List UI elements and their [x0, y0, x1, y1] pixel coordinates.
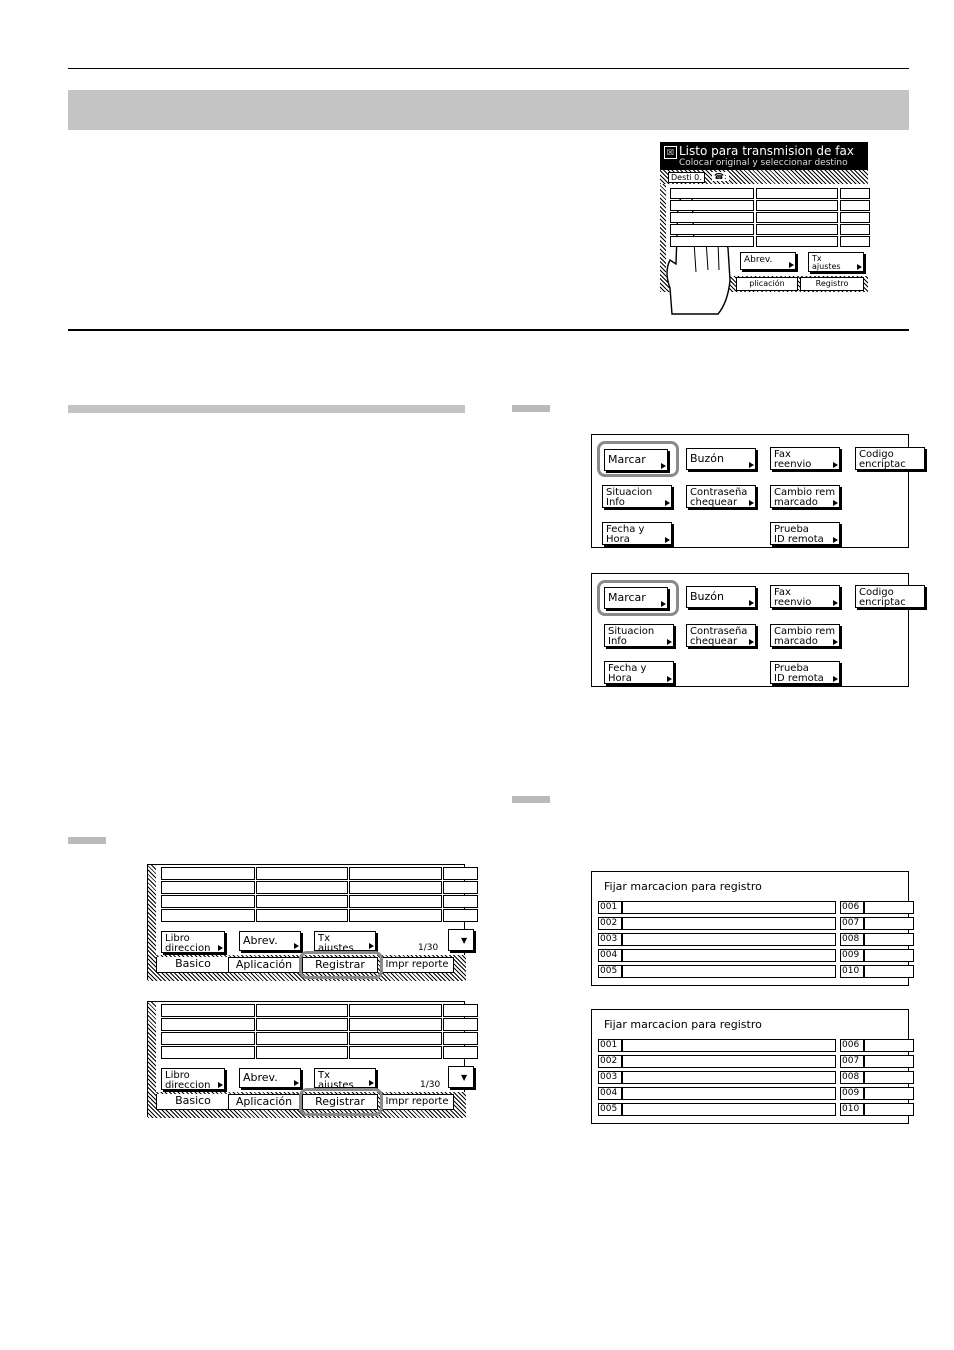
top-rule	[68, 68, 909, 69]
step-marker-right-1	[512, 405, 550, 412]
fax-grid-cell[interactable]	[840, 200, 870, 211]
step-marker-left	[68, 837, 106, 844]
address-grid-cell[interactable]	[349, 1046, 442, 1059]
fax-grid-cell[interactable]	[840, 188, 870, 199]
address-grid-cell[interactable]	[161, 1032, 255, 1045]
register-panel-1	[591, 871, 909, 986]
register-field-left[interactable]	[622, 949, 836, 962]
address-grid-cell[interactable]	[349, 1032, 442, 1045]
address-grid-cell[interactable]	[443, 1004, 478, 1017]
registrar-highlight	[299, 951, 383, 979]
address-grid-cell[interactable]	[349, 867, 442, 880]
tx-ajustes-button[interactable]: Tx ajustes	[314, 931, 376, 951]
register-title: Fijar marcacion para registro	[604, 1018, 762, 1031]
address-grid-cell[interactable]	[349, 881, 442, 894]
address-grid-cell[interactable]	[161, 867, 255, 880]
marcar-button[interactable]: Marcar	[604, 449, 668, 471]
header-bar	[68, 90, 909, 130]
register-number-right: 007	[840, 917, 864, 930]
left-section-bar	[68, 405, 465, 413]
marcar-highlight	[597, 441, 679, 477]
register-number-left: 005	[598, 965, 622, 978]
fecha-button[interactable]: Fecha y Hora	[602, 522, 672, 545]
address-grid-cell[interactable]	[443, 1018, 478, 1031]
address-grid-cell[interactable]	[256, 881, 348, 894]
address-grid-cell[interactable]	[349, 909, 442, 922]
codigo-button[interactable]: Codigo encriptac	[855, 447, 925, 470]
address-panel-1	[147, 864, 468, 980]
page-indicator: 1/30	[418, 943, 439, 953]
address-grid-cell[interactable]	[443, 1046, 478, 1059]
register-panel-2	[591, 1009, 909, 1124]
register-number-left: 004	[598, 949, 622, 962]
fax-title-bar	[660, 142, 868, 170]
register-number-left: 002	[598, 917, 622, 930]
fax-grid-cell[interactable]	[840, 212, 870, 223]
fax-title: Listo para transmision de fax	[679, 144, 854, 158]
address-grid-cell[interactable]	[256, 1046, 348, 1059]
fax-grid-cell[interactable]	[756, 200, 838, 211]
address-grid-cell[interactable]	[443, 895, 478, 908]
register-field-right[interactable]	[864, 1103, 914, 1116]
contrasena-button[interactable]: Contraseña chequear	[686, 624, 756, 647]
tab-impr-reporte[interactable]: Impr reporte	[380, 957, 454, 973]
menu-panel-2	[591, 573, 909, 687]
abrev-button[interactable]: Abrev.	[239, 931, 301, 951]
register-field-left[interactable]	[622, 1071, 836, 1084]
register-title: Fijar marcacion para registro	[604, 880, 762, 893]
register-field-right[interactable]	[864, 933, 914, 946]
fax-subtitle: Colocar original y seleccionar destino	[679, 158, 848, 168]
register-field-left[interactable]	[622, 901, 836, 914]
register-number-right: 008	[840, 1071, 864, 1084]
address-grid-cell[interactable]	[349, 1004, 442, 1017]
libro-button[interactable]: Libro direccion	[161, 931, 225, 953]
register-number-right: 006	[840, 901, 864, 914]
fax-grid-cell[interactable]	[670, 188, 754, 199]
register-field-right[interactable]	[864, 917, 914, 930]
address-grid-cell[interactable]	[256, 909, 348, 922]
libro-button[interactable]: Libro direccion	[161, 1068, 225, 1090]
register-number-right: 009	[840, 949, 864, 962]
register-number-left: 003	[598, 933, 622, 946]
buzon-button[interactable]: Buzón	[686, 586, 756, 608]
register-number-left: 001	[598, 901, 622, 914]
address-grid-cell[interactable]	[443, 1032, 478, 1045]
address-grid-cell[interactable]	[161, 1018, 255, 1031]
contrasena-button[interactable]: Contraseña chequear	[686, 485, 756, 508]
fax-reenvio-button[interactable]: Fax reenvio	[770, 447, 840, 470]
register-number-right: 009	[840, 1087, 864, 1100]
register-field-left[interactable]	[622, 1055, 836, 1068]
fax-grid-cell[interactable]	[756, 224, 838, 235]
page-indicator: 1/30	[420, 1080, 441, 1090]
tab-registrar[interactable]: Registrar	[302, 1094, 378, 1110]
fax-dest-label: Desti 0.	[668, 172, 705, 183]
register-field-left[interactable]	[622, 1087, 836, 1100]
prueba-button[interactable]: Prueba ID remota	[770, 522, 840, 545]
tab-basico[interactable]: Basico	[156, 1094, 230, 1110]
marcar-highlight	[597, 580, 679, 616]
cambio-button[interactable]: Cambio rem marcado	[770, 485, 840, 508]
address-grid-cell[interactable]	[256, 1004, 348, 1017]
scroll-down-button[interactable]	[448, 1066, 474, 1088]
register-number-left: 005	[598, 1103, 622, 1116]
address-grid-cell[interactable]	[161, 909, 255, 922]
fax-grid-cell[interactable]	[756, 212, 838, 223]
marcar-button[interactable]: Marcar	[604, 587, 668, 609]
fax-grid-cell[interactable]	[756, 236, 838, 247]
scroll-down-button[interactable]	[448, 929, 474, 951]
fax-tab-aplicacion[interactable]: plicación	[736, 277, 798, 291]
address-grid-cell[interactable]	[349, 1018, 442, 1031]
fax-grid-cell[interactable]	[756, 188, 838, 199]
address-panel-2	[147, 1001, 468, 1117]
register-field-left[interactable]	[622, 933, 836, 946]
register-number-left: 003	[598, 1071, 622, 1084]
prueba-button[interactable]: Prueba ID remota	[770, 661, 840, 684]
register-number-right: 006	[840, 1039, 864, 1052]
registrar-highlight	[299, 1088, 383, 1116]
fax-grid-cell[interactable]	[670, 236, 754, 247]
register-field-right[interactable]	[864, 1039, 914, 1052]
address-grid-cell[interactable]	[161, 1046, 255, 1059]
fax-reenvio-button[interactable]: Fax reenvio	[770, 585, 840, 608]
codigo-button[interactable]: Codigo encriptac	[855, 585, 925, 608]
cambio-button[interactable]: Cambio rem marcado	[770, 624, 840, 647]
register-field-right[interactable]	[864, 901, 914, 914]
chevron-down-icon: ▼	[461, 1073, 468, 1082]
fax-abrev-button[interactable]: Abrev.	[740, 252, 796, 270]
register-number-left: 001	[598, 1039, 622, 1052]
register-field-left[interactable]	[622, 1039, 836, 1052]
address-grid-cell[interactable]	[349, 895, 442, 908]
tab-basico[interactable]: Basico	[156, 957, 230, 973]
register-field-right[interactable]	[864, 1071, 914, 1084]
situacion-button[interactable]: Situacion Info	[602, 485, 672, 508]
register-field-left[interactable]	[622, 1103, 836, 1116]
tab-aplicacion[interactable]: Aplicación	[228, 1094, 300, 1110]
situacion-button[interactable]: Situacion Info	[604, 624, 674, 647]
tab-aplicacion[interactable]: Aplicación	[228, 957, 300, 973]
address-grid-cell[interactable]	[443, 867, 478, 880]
menu-panel-1	[591, 434, 909, 548]
chevron-down-icon: ▼	[461, 936, 468, 945]
register-number-left: 002	[598, 1055, 622, 1068]
register-field-right[interactable]	[864, 965, 914, 978]
register-number-right: 010	[840, 1103, 864, 1116]
fax-grid-cell[interactable]	[670, 200, 754, 211]
address-grid-cell[interactable]	[161, 881, 255, 894]
register-field-right[interactable]	[864, 1055, 914, 1068]
fax-status-icon: ☒	[664, 146, 677, 159]
fax-grid-cell[interactable]	[670, 224, 754, 235]
register-field-right[interactable]	[864, 949, 914, 962]
step-marker-right-2	[512, 796, 550, 803]
tab-impr-reporte[interactable]: Impr reporte	[380, 1094, 454, 1110]
buzon-button[interactable]: Buzón	[686, 448, 756, 470]
register-number-right: 007	[840, 1055, 864, 1068]
address-grid-cell[interactable]	[443, 909, 478, 922]
address-grid-cell[interactable]	[256, 1032, 348, 1045]
fax-tx-button[interactable]: Tx ajustes	[808, 252, 864, 272]
address-grid-cell[interactable]	[443, 881, 478, 894]
register-field-left[interactable]	[622, 917, 836, 930]
tab-registrar[interactable]: Registrar	[302, 957, 378, 973]
address-grid-cell[interactable]	[256, 895, 348, 908]
fax-tab-registro[interactable]: Registro	[800, 277, 864, 291]
address-grid-cell[interactable]	[161, 895, 255, 908]
register-number-right: 010	[840, 965, 864, 978]
register-field-right[interactable]	[864, 1087, 914, 1100]
fax-grid-cell[interactable]	[840, 236, 870, 247]
abrev-button[interactable]: Abrev.	[239, 1068, 301, 1088]
register-number-left: 004	[598, 1087, 622, 1100]
tx-ajustes-button[interactable]: Tx ajustes	[314, 1068, 376, 1088]
fax-screen	[660, 142, 868, 292]
fax-grid-cell[interactable]	[670, 212, 754, 223]
section-rule	[68, 329, 909, 331]
address-grid-cell[interactable]	[256, 1018, 348, 1031]
address-grid-cell[interactable]	[161, 1004, 255, 1017]
register-number-right: 008	[840, 933, 864, 946]
register-field-left[interactable]	[622, 965, 836, 978]
address-grid-cell[interactable]	[256, 867, 348, 880]
fax-grid-cell[interactable]	[840, 224, 870, 235]
fax-phone-label: ☎:	[714, 172, 727, 181]
fecha-button[interactable]: Fecha y Hora	[604, 661, 674, 684]
